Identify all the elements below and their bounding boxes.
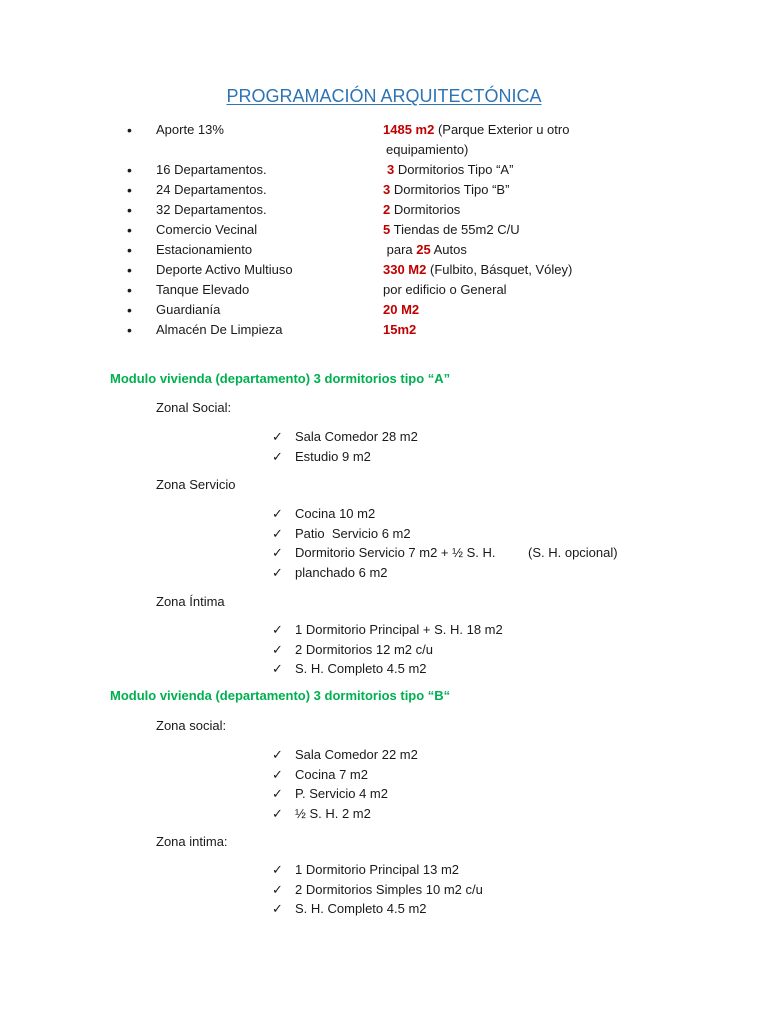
item-number: 5 bbox=[383, 222, 391, 237]
bullet-icon: • bbox=[127, 222, 132, 238]
list-item bbox=[0, 320, 768, 340]
item-label: Tanque Elevado bbox=[156, 282, 250, 297]
zone-title: Zona Servicio bbox=[156, 477, 236, 492]
zone-title: Zona intima: bbox=[156, 834, 228, 849]
item-value: 1485 m2 bbox=[383, 122, 435, 137]
item-label: Almacén De Limpieza bbox=[156, 322, 283, 337]
program-list bbox=[0, 120, 768, 340]
list-item bbox=[0, 220, 768, 240]
checkmark-icon: ✓ bbox=[272, 641, 283, 657]
bullet-icon: • bbox=[127, 282, 132, 298]
item-label: Aporte 13% bbox=[156, 122, 224, 137]
bullet-icon: • bbox=[127, 202, 132, 218]
optional-note: (S. H. opcional) bbox=[528, 545, 618, 560]
item-extra: Autos bbox=[430, 242, 467, 257]
list-item bbox=[0, 200, 768, 220]
item-extra: Dormitorios Tipo “B” bbox=[390, 182, 510, 197]
item-extra: Dormitorios Tipo “A” bbox=[394, 162, 514, 177]
checkmark-icon: ✓ bbox=[272, 429, 283, 444]
item-extra: por edificio o General bbox=[383, 282, 507, 297]
bullet-icon: • bbox=[127, 122, 132, 138]
document-title: PROGRAMACIÓN ARQUITECTÓNICA bbox=[226, 86, 542, 106]
bullet-icon: • bbox=[127, 262, 132, 278]
item-number: 3 bbox=[387, 162, 395, 177]
checkmark-icon: ✓ bbox=[272, 786, 283, 801]
checkmark-icon: ✓ bbox=[272, 862, 283, 877]
checkmark-icon: ✓ bbox=[272, 448, 283, 464]
zone-title: Zona Íntima bbox=[156, 594, 225, 609]
list-item bbox=[0, 120, 768, 140]
checkmark-icon: ✓ bbox=[272, 622, 283, 637]
checkmark-icon: ✓ bbox=[272, 805, 283, 821]
item-label: Guardianía bbox=[156, 302, 221, 317]
list-item bbox=[0, 280, 768, 300]
list-item-continuation bbox=[0, 140, 768, 160]
item-label: 32 Departamentos. bbox=[156, 202, 267, 217]
item-label: 16 Departamentos. bbox=[156, 162, 267, 177]
checkmark-icon: ✓ bbox=[272, 564, 283, 580]
item-extra: (Fulbito, Básquet, Vóley) bbox=[426, 262, 573, 277]
list-item bbox=[0, 240, 768, 260]
item-extra: Tiendas de 55m2 C/U bbox=[390, 222, 520, 237]
checkmark-icon: ✓ bbox=[272, 506, 283, 521]
list-item bbox=[0, 160, 768, 180]
item-extra: (Parque Exterior u otro bbox=[434, 122, 570, 137]
list-item bbox=[0, 180, 768, 200]
zone-title: Zona social: bbox=[156, 718, 227, 733]
item-value: 15m2 bbox=[383, 322, 417, 337]
item-label: Deporte Activo Multiuso bbox=[156, 262, 293, 277]
item-value: 330 M2 bbox=[383, 262, 427, 277]
checkmark-icon: ✓ bbox=[272, 881, 283, 897]
bullet-icon: • bbox=[127, 182, 132, 198]
checkmark-icon: ✓ bbox=[272, 545, 283, 560]
item-extra-cont: equipamiento) bbox=[386, 142, 469, 157]
zone-title: Zonal Social: bbox=[156, 400, 232, 415]
checkmark-icon: ✓ bbox=[272, 766, 283, 782]
list-item bbox=[0, 300, 768, 320]
item-number: 3 bbox=[383, 182, 391, 197]
checkmark-icon: ✓ bbox=[272, 901, 283, 916]
list-item bbox=[0, 260, 768, 280]
section-heading-type-a: Modulo vivienda (departamento) 3 dormitorios tipo “A” bbox=[110, 371, 451, 386]
item-value: 20 M2 bbox=[383, 302, 420, 317]
checkmark-icon: ✓ bbox=[272, 525, 283, 541]
checkmark-icon: ✓ bbox=[272, 747, 283, 762]
bullet-icon: • bbox=[127, 162, 132, 178]
item-number: 25 bbox=[416, 242, 431, 257]
bullet-icon: • bbox=[127, 242, 132, 258]
item-label: Comercio Vecinal bbox=[156, 222, 258, 237]
item-label: 24 Departamentos. bbox=[156, 182, 267, 197]
bullet-icon: • bbox=[127, 322, 132, 338]
item-number: 2 bbox=[383, 202, 391, 217]
item-pre: para bbox=[383, 242, 417, 257]
checkmark-icon: ✓ bbox=[272, 661, 283, 676]
item-label: Estacionamiento bbox=[156, 242, 253, 257]
bullet-icon: • bbox=[127, 302, 132, 318]
section-heading-type-b: Modulo vivienda (departamento) 3 dormitorios tipo “B“ bbox=[110, 688, 451, 703]
item-extra: Dormitorios bbox=[390, 202, 461, 217]
